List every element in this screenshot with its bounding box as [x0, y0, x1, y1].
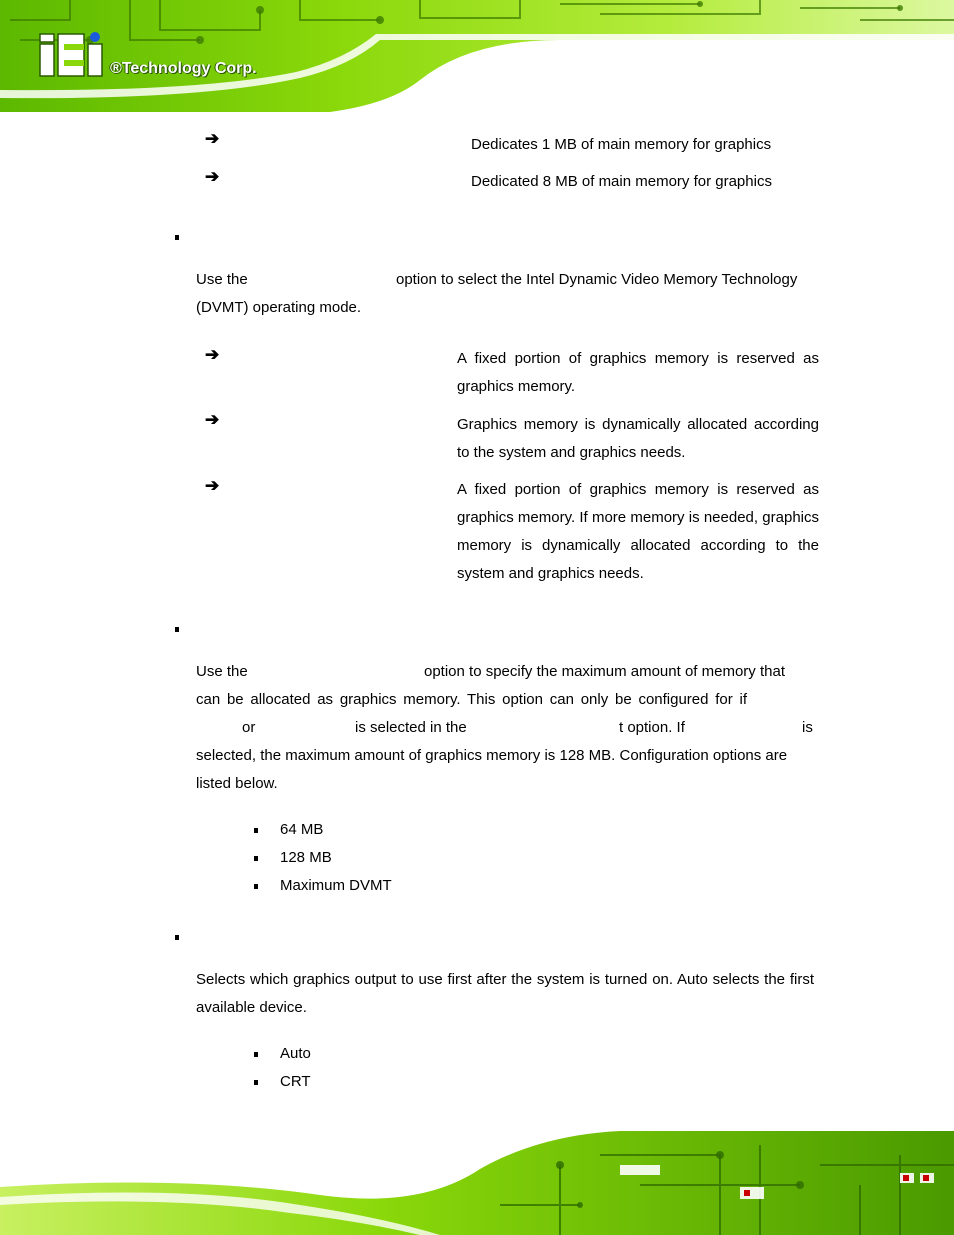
dvmt-option-description: A fixed portion of graphics memory is reserved as graphics memory. If more memory is needed, graphics memory is dynamically allocated according to the system and graphics needs.: [457, 481, 819, 582]
boot-display-description: Selects which graphics output to use first after the system is turned on. Auto selects the first available device.: [196, 971, 814, 1016]
section-bullet-icon: [175, 235, 179, 240]
list-item: 128 MB: [280, 849, 332, 866]
arrow-icon: ➔: [205, 129, 220, 148]
text-fragment: is selected in the: [355, 719, 467, 736]
list-bullet-icon: [254, 856, 258, 861]
pcb-footer-graphic: [0, 1125, 954, 1235]
text-fragment: option to select the Intel Dynamic Video Memory Technology: [396, 271, 798, 288]
list-bullet-icon: [254, 884, 258, 889]
text-fragment: is: [802, 719, 813, 736]
list-item: Auto: [280, 1045, 311, 1062]
dvmt-memory-line2: [196, 686, 814, 714]
dvmt-mode-intro-line2: [196, 294, 814, 322]
list-item: CRT: [280, 1073, 311, 1090]
footer-banner: [0, 1125, 954, 1235]
text-fragment: listed below.: [196, 775, 278, 792]
list-item: 64 MB: [280, 821, 324, 838]
arrow-icon: ➔: [205, 167, 220, 186]
text-fragment: selected, the maximum amount of graphics memory is 128 MB. Configuration options are: [196, 747, 788, 764]
text-fragment: option to specify the maximum amount of memory that: [424, 663, 785, 680]
text-fragment: (DVMT) operating mode.: [196, 299, 362, 316]
section-bullet-icon: [175, 935, 179, 940]
option-description: Dedicated 8 MB of main memory for graphics: [471, 173, 772, 190]
list-bullet-icon: [254, 828, 258, 833]
arrow-icon: ➔: [205, 410, 220, 429]
dvmt-option-description: A fixed portion of graphics memory is reserved as graphics memory.: [457, 350, 819, 395]
dvmt-memory-line4: [196, 742, 814, 770]
arrow-icon: ➔: [205, 345, 220, 364]
list-bullet-icon: [254, 1052, 258, 1057]
list-item: Maximum DVMT: [280, 877, 392, 894]
list-bullet-icon: [254, 1080, 258, 1085]
text-fragment: or: [242, 719, 256, 736]
pcb-header-graphic: [0, 0, 954, 112]
section-bullet-icon: [175, 627, 179, 632]
dvmt-memory-line5: [196, 770, 814, 798]
option-description: Dedicates 1 MB of main memory for graphics: [471, 136, 772, 153]
dvmt-memory-line3: [196, 714, 814, 742]
header-banner: [0, 0, 954, 112]
dvmt-option-description: Graphics memory is dynamically allocated according to the system and graphics needs.: [457, 416, 819, 461]
dvmt-memory-line1: [196, 658, 814, 686]
text-fragment: Use the: [196, 271, 248, 288]
dvmt-mode-intro-line1: [196, 266, 814, 294]
text-fragment: can be allocated as graphics memory. This option can only be configured for if: [196, 691, 748, 708]
arrow-icon: ➔: [205, 476, 220, 495]
company-logo-text: ®Technology Corp.: [110, 60, 257, 77]
text-fragment: t option. If: [619, 719, 685, 736]
text-fragment: Use the: [196, 663, 248, 680]
